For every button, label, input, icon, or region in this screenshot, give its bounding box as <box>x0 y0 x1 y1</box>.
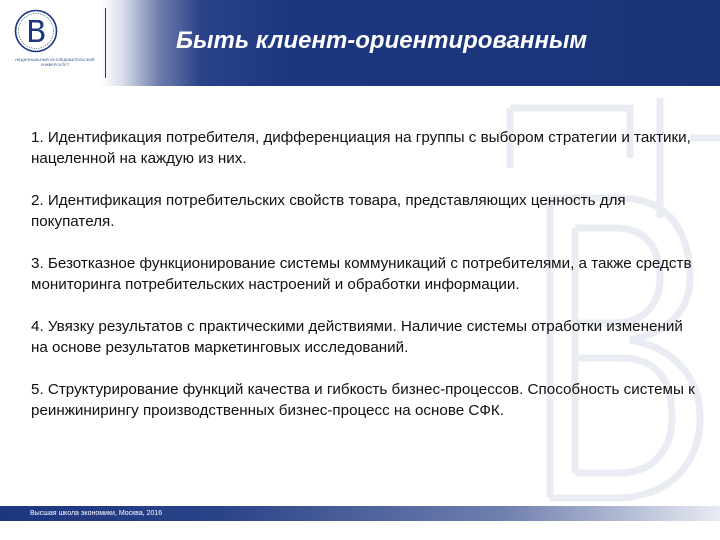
logo-caption: НАЦИОНАЛЬНЫЙ ИССЛЕДОВАТЕЛЬСКИЙ УНИВЕРСИТЕТ <box>15 58 95 67</box>
logo <box>0 0 118 86</box>
list-item: 4. Увязку результатов с практическими действиями. Наличие системы отработки изменений на основе результатов маркетинговых исследований. <box>31 318 683 356</box>
list-item: 2. Идентификация потребительских свойств товара, представляющих ценность для покупателя. <box>31 192 626 230</box>
slide-header <box>0 0 720 86</box>
list-item: 5. Структурирование функций качества и гибкость бизнес-процессов. Способность системы к реинжинирингу производственных бизнес-процесс на основе СФК. <box>31 381 695 419</box>
footer-text: Высшая школа экономики, Москва, 2016 <box>30 510 163 517</box>
header-divider <box>105 8 106 78</box>
slide-body <box>31 127 701 442</box>
hse-emblem-icon <box>14 9 58 53</box>
list-item: 1. Идентификация потребителя, дифференциация на группы с выбором стратегии и тактики, нацеленной на каждую из них. <box>31 129 691 167</box>
slide-title: Быть клиент-ориентированным <box>176 27 588 54</box>
list-item: 3. Безотказное функционирование системы коммуникаций с потребителями, а также средств мониторинга потребительских настроений и обработки информации. <box>31 255 692 293</box>
slide-footer <box>0 506 720 521</box>
